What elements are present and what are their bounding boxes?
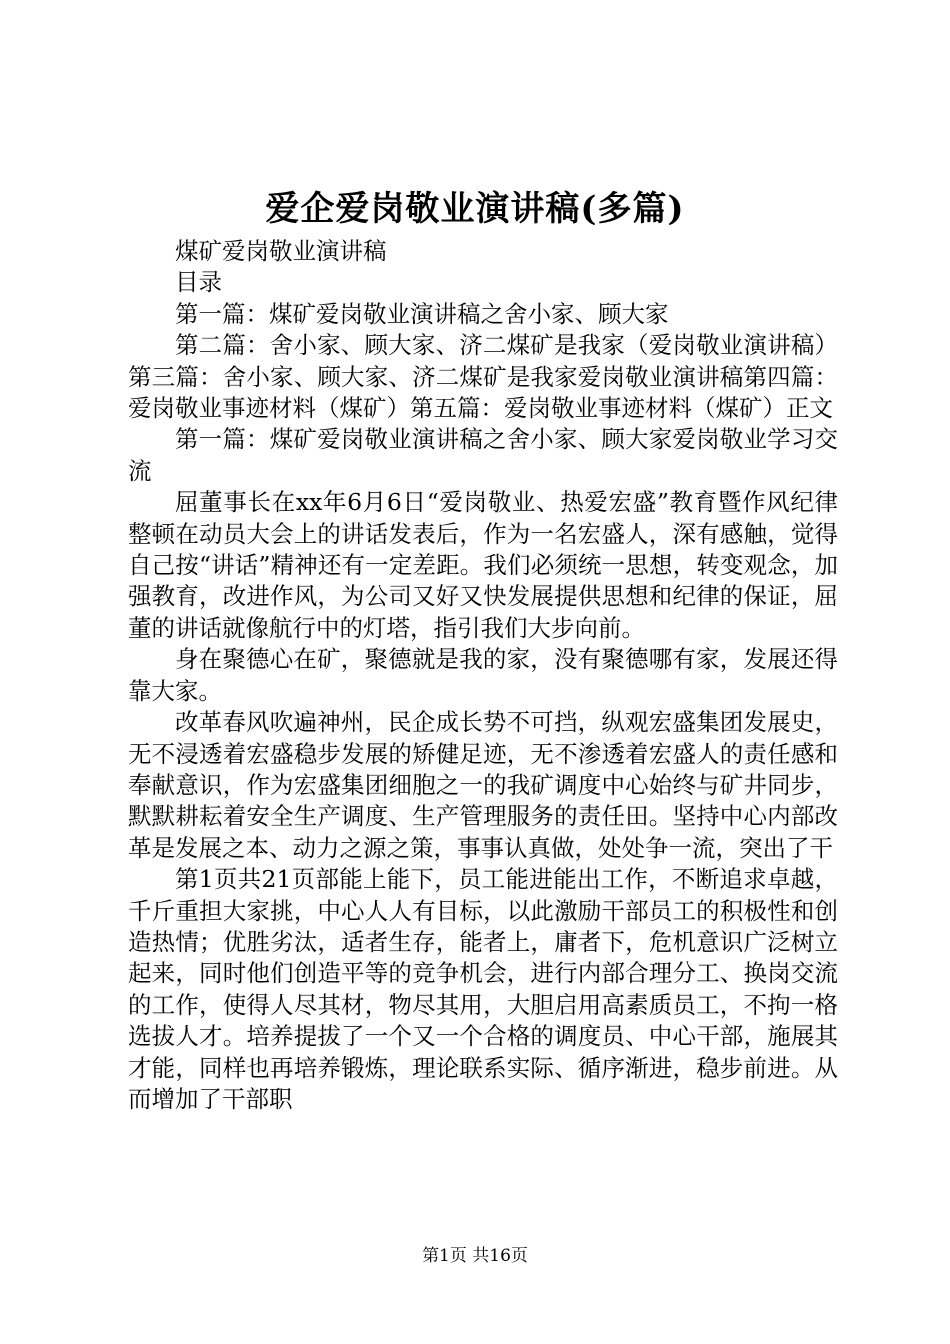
paragraph-toc-heading: 目录 — [175, 268, 222, 297]
page-footer: 第1页 共16页 — [422, 1246, 528, 1266]
paragraph-section-heading: 第一篇：煤矿爱岗敬业演讲稿之舍小家、顾大家爱岗敬业学习交流 — [128, 425, 838, 485]
paragraph-subtitle: 煤矿爱岗敬业演讲稿 — [175, 237, 387, 265]
paragraph-body-4: 第1页共21页部能上能下，员工能进能出工作，不断追求卓越，千斤重担大家挑，中心人人有目标，以此激励干部员工的积极性和创造热情；优胜劣汰，适者生存，能者上，庸者下，危机意识广泛树立起来，同时他们创造平等的竞争机会，进行内部合理分工、换岗交流的工作，使得人尽其材，物尽其用，大胆启用高素质员工，不拘一格选拔人才。培养提拔了一个又一个合格的调度员、中心干部，施展其才能，同样也再培养锻炼，理论联系实际、循序渐进，稳步前进。从而增加了干部职 — [128, 865, 838, 1113]
document-title: 爱企爱岗敬业演讲稿(多篇) — [265, 189, 685, 229]
paragraph-body-3: 改革春风吹遍神州，民企成长势不可挡，纵观宏盛集团发展史，无不浸透着宏盛稳步发展的矫健足迹，无不渗透着宏盛人的责任感和奉献意识，作为宏盛集团细胞之一的我矿调度中心始终与矿井同步，默默耕耘着安全生产调度、生产管理服务的责任田。坚持中心内部改革是发展之本、动力之源之策，事事认真做，处处争一流，突出了干 — [128, 708, 838, 862]
document-body — [128, 236, 838, 1115]
paragraph-body-1: 屈董事长在xx年6月6日“爱岗敬业、热爱宏盛”教育暨作风纪律整顿在动员大会上的讲话发表后，作为一名宏盛人，深有感触，觉得自己按“讲话”精神还有一定差距。我们必须统一思想，转变观念，加强教育，改进作风，为公司又好又快发展提供思想和纪律的保证，屈董的讲话就像航行中的灯塔，指引我们大步向前。 — [128, 488, 838, 642]
paragraph-toc-items-2-5: 第二篇：舍小家、顾大家、济二煤矿是我家（爱岗敬业演讲稿）第三篇：舍小家、顾大家、济二煤矿是我家爱岗敬业演讲稿第四篇：爱岗敬业事迹材料（煤矿）第五篇：爱岗敬业事迹材料（煤矿）正文 — [128, 331, 838, 423]
paragraph-toc-item-1: 第一篇：煤矿爱岗敬业演讲稿之舍小家、顾大家 — [175, 299, 669, 328]
paragraph-body-2: 身在聚德心在矿，聚德就是我的家，没有聚德哪有家，发展还得靠大家。 — [128, 645, 838, 705]
